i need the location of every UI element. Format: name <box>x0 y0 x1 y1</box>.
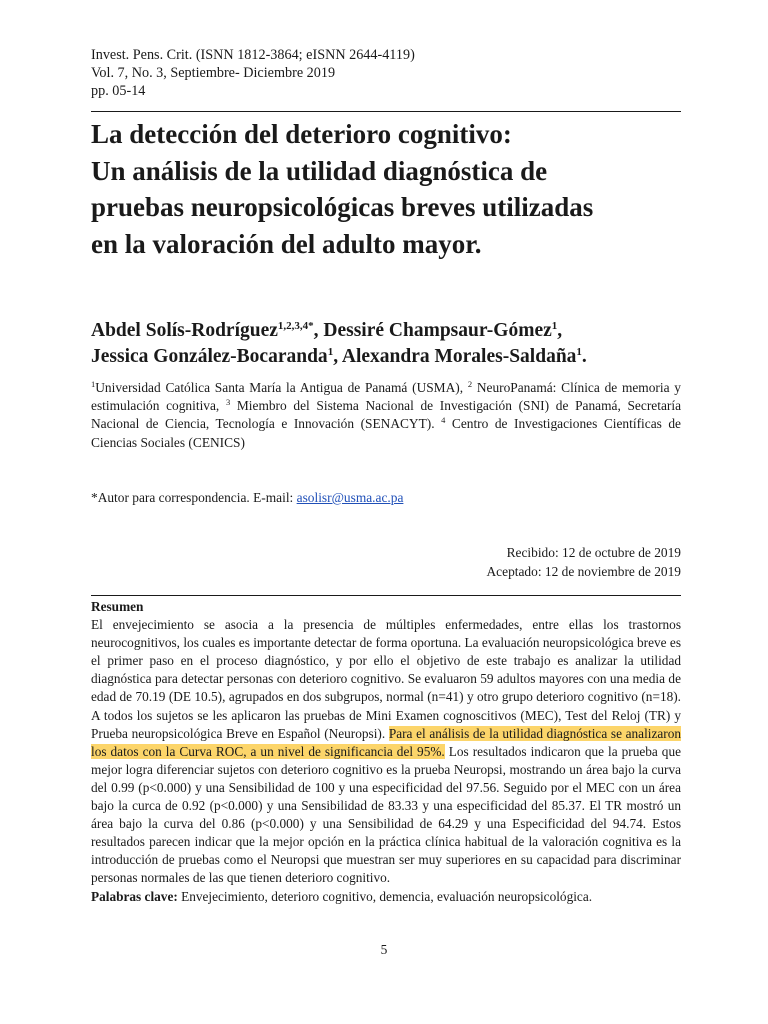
keywords-text: Envejecimiento, deterioro cognitivo, demencia, evaluación neuropsicológica. <box>177 888 593 904</box>
affiliation-number: 2 <box>467 379 473 389</box>
abstract-text: Los resultados indicaron que la prueba que mejor logra diferenciar sujetos con deterioro cognitivo es la prueba Neuropsi, mostrando un área bajo la curva del 0.99 (p<0.000) y una Sensibilidad de 100 y una especificidad del 97.56. Seguido por el MEC con un área bajo la curca de 0.92 (p<0.000) y una Sensibilidad de 83.33 y una especificidad del 85.37. El TR mostró un área bajo la curva del 0.86 (p<0.000) y una Sensibilidad de 64.29 y una Especificidad del 94.74. Estos resultados parecen indicar que la mejor opción en la práctica clínica habitual de la valoración cognitiva es la introducción de pruebas como el Neuropsi que muestran ser muy superiores en su capacidad para discriminar personas normales de las que tienen deterioro cognitivo. <box>91 743 681 886</box>
author-affiliation-mark: 1,2,3,4 <box>277 320 309 332</box>
author-name: Abdel Solís-Rodríguez <box>91 320 278 341</box>
author-name: Dessiré Champsaur-Gómez <box>323 320 552 341</box>
author-separator: , <box>557 320 563 341</box>
affiliation-text: Universidad Católica Santa María la Antigua de Panamá (USMA), <box>95 380 468 395</box>
title-line: pruebas neuropsicológicas breves utilizadas <box>91 192 594 222</box>
accepted-date: Aceptado: 12 de noviembre de 2019 <box>486 564 681 579</box>
affiliation-number: 3 <box>225 397 231 408</box>
abstract-text: El envejecimiento se asocia a la presencia de múltiples enfermedades, entre ellas los trastornos neurocognitivos, los cuales es importante detectar de forma oportuna. La evaluación neuropsicológica breve es el primer paso en el proceso diagnóstico, y por ello el objetivo de este trabajo es analizar la utilidad diagnóstica para detectar personas con deterioro cognitivo. Se evaluaron 59 adultos mayores con una media de edad de 70.19 (DE 10.5), agrupados en dos subgrupos, normal (n=41) y otro grupo deterioro cognitivo (n=18). A todos los sujetos se les aplicaron las pruebas de Mini Examen cognoscitivos (MEC), Test del Reloj (TR) y Prueba neuropsicológica Breve en Español (Neuropsi). <box>91 617 681 741</box>
author-affiliation-mark: 1 <box>551 320 558 332</box>
correspondence <box>91 489 681 507</box>
abstract-heading: Resumen <box>91 599 144 614</box>
page-number: 5 <box>380 942 388 957</box>
journal-volume: Vol. 7, No. 3, Septiembre- Diciembre 2019 <box>91 65 336 81</box>
highlighted-text: Para el análisis de la utilidad diagnóstica se analizaron los datos con la Curva ROC, a un nivel de significancia del 95%. <box>91 725 682 759</box>
paper-title <box>91 116 691 262</box>
affiliations <box>91 379 681 452</box>
journal-header <box>91 46 681 100</box>
header-divider <box>91 111 681 112</box>
affiliation-text: Miembro del Sistema Nacional de Investigación (SNI) de Panamá, Secretaría Nacional de Ciencia, Tecnología e Innovación (SENACYT). <box>91 398 682 432</box>
keywords-label: Palabras clave: <box>91 888 178 904</box>
author-affiliation-mark: 1 <box>327 346 334 358</box>
abstract-divider <box>91 595 681 596</box>
correspondence-label: *Autor para correspondencia. E-mail: <box>91 490 297 505</box>
author-separator: , <box>313 320 324 341</box>
received-date: Recibido: 12 de octubre de 2019 <box>506 545 681 560</box>
affiliation-number: 4 <box>441 415 446 426</box>
author-name: Alexandra Morales-Saldaña <box>341 346 577 367</box>
author-list <box>91 318 691 370</box>
abstract-body <box>91 616 681 887</box>
journal-pages: pp. 05-14 <box>91 83 146 99</box>
author-line <box>91 344 691 370</box>
corresponding-mark: * <box>308 320 314 332</box>
author-name: Jessica González-Bocaranda <box>91 346 328 367</box>
submission-dates <box>487 543 681 581</box>
title-line: La detección del deterioro cognitivo: <box>91 119 512 149</box>
author-end: . <box>581 346 587 367</box>
author-affiliation-mark: 1 <box>576 346 582 358</box>
affiliation-text: NeuroPanamá: Clínica de memoria y estimulación cognitiva, <box>91 380 681 414</box>
author-line <box>91 318 691 344</box>
email-link[interactable]: asolisr@usma.ac.pa <box>296 490 404 505</box>
abstract-section <box>91 598 681 906</box>
title-line: en la valoración del adulto mayor. <box>91 228 482 259</box>
author-separator: , <box>333 346 342 367</box>
affiliation-number: 1 <box>91 379 96 389</box>
title-line: Un análisis de la utilidad diagnóstica de <box>91 155 548 186</box>
keywords <box>91 888 681 906</box>
journal-citation: Invest. Pens. Crit. (ISNN 1812-3864; eISNN 2644-4119) <box>91 47 415 63</box>
affiliation-text: Centro de Investigaciones Científicas de Ciencias Sociales (CENICS) <box>91 416 682 450</box>
